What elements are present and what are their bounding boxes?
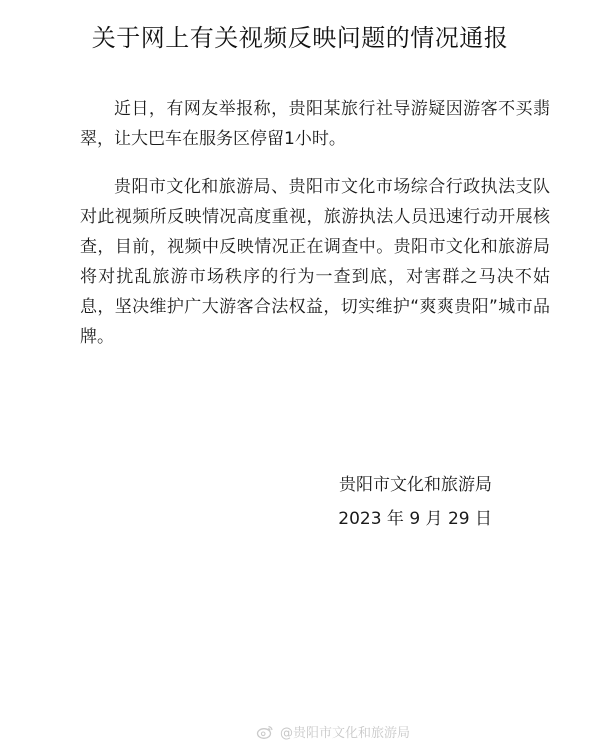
document-body <box>80 94 550 370</box>
paragraph-1: 近日，有网友举报称，贵阳某旅行社导游疑因游客不买翡翠，让大巴车在服务区停留1小时。 <box>80 99 550 149</box>
watermark-text: @贵阳市文化和旅游局 <box>279 726 410 741</box>
signature-date: 2023 年 9 月 29 日 <box>338 509 492 529</box>
document-title: 关于网上有关视频反映问题的情况通报 <box>91 24 509 52</box>
watermark <box>256 722 410 741</box>
paragraph-2: 贵阳市文化和旅游局、贵阳市文化市场综合行政执法支队对此视频所反映情况高度重视，旅游执法人员迅速行动开展核查，目前，视频中反映情况正在调查中。贵阳市文化和旅游局将对扰乱旅游市场秩序的行为一查到底，对害群之马决不姑息，坚决维护广大游客合法权益，切实维护“爽爽贵阳”城市品牌。 <box>80 177 550 347</box>
signature-block <box>338 468 492 536</box>
signature-organization: 贵阳市文化和旅游局 <box>339 475 492 495</box>
weibo-icon <box>256 723 274 741</box>
